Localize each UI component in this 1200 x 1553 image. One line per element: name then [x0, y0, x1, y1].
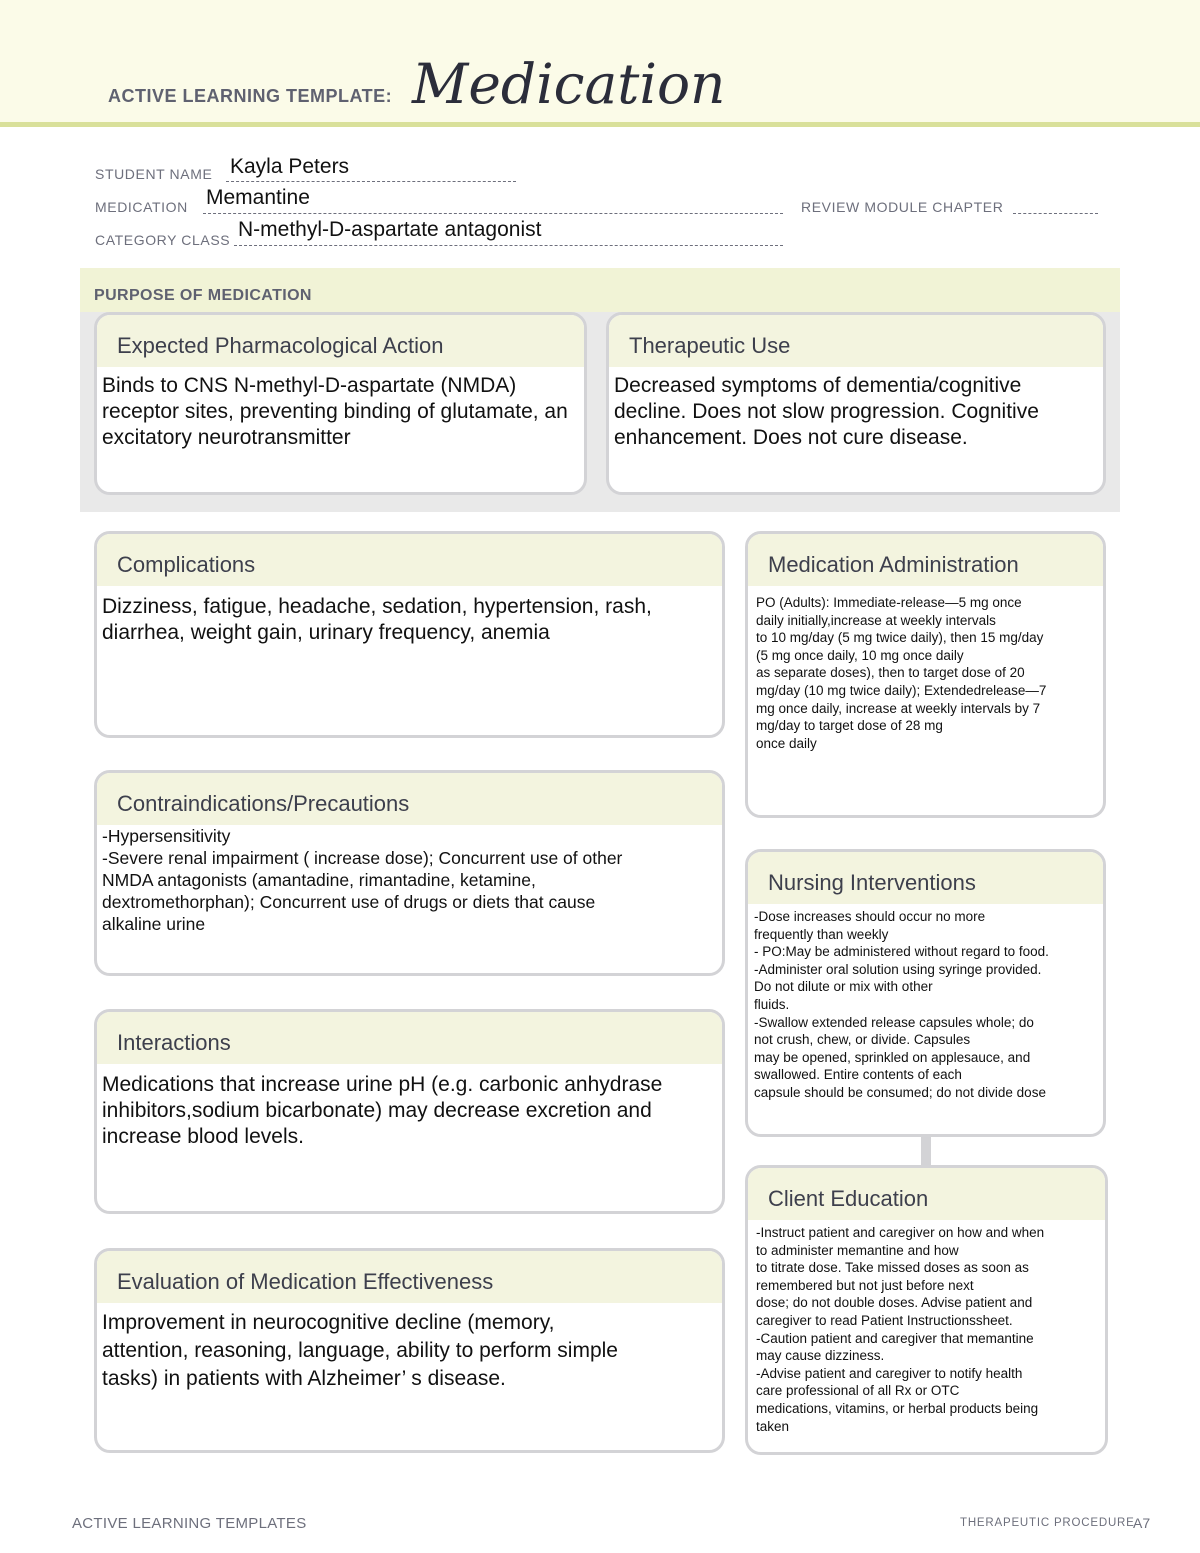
text-line: -Swallow extended release capsules whole; do — [754, 1014, 1034, 1030]
card-title: Evaluation of Medication Effectiveness — [97, 1251, 722, 1303]
text-line: mg/day (10 mg twice daily); Extendedrelease—7 — [756, 682, 1047, 698]
text-line: tasks) in patients with Alzheimer’ s disease. — [102, 1367, 506, 1390]
text-line: remembered but not just before next — [756, 1277, 974, 1293]
evaluation-card — [94, 1248, 725, 1453]
card-text — [748, 586, 1103, 752]
client-education-card — [745, 1165, 1108, 1455]
interactions-card — [94, 1009, 725, 1214]
pharmacological-action-card — [94, 312, 587, 495]
text-line: -Advise patient and caregiver to notify health — [756, 1365, 1023, 1381]
text-line: -Administer oral solution using syringe provided. — [754, 961, 1042, 977]
review-module-label: REVIEW MODULE CHAPTER — [801, 199, 1004, 215]
text-line: may be opened, sprinkled on applesauce, and — [754, 1049, 1031, 1065]
text-line: -Severe renal impairment ( increase dose); Concurrent use of other — [102, 848, 623, 868]
text-line: to titrate dose. Take missed doses as soon as — [756, 1260, 1029, 1276]
header-rule — [0, 122, 1200, 127]
card-title: Contraindications/Precautions — [97, 773, 722, 825]
card-title: Therapeutic Use — [609, 315, 1103, 367]
text-line: as separate doses), then to target dose of 20 — [756, 665, 1025, 681]
text-line: -Instruct patient and caregiver on how and when — [756, 1225, 1045, 1240]
text-line: mg/day to target dose of 28 mg — [756, 718, 943, 734]
card-text: Medications that increase urine pH (e.g. carbonic anhydrase inhibitors,sodium bicarbonate) may decrease excretion and increase blood levels. — [102, 1073, 663, 1148]
card-connector — [921, 1136, 931, 1166]
medication-line — [203, 212, 783, 214]
text-line: PO (Adults): Immediate-release—5 mg once — [756, 595, 1022, 610]
student-name-label: STUDENT NAME — [95, 166, 213, 182]
footer-right: THERAPEUTIC PROCEDURE — [960, 1517, 1135, 1529]
text-line: capsule should be consumed; do not divide dose — [754, 1084, 1046, 1100]
text-line: Do not dilute or mix with other — [754, 979, 933, 995]
student-name-line — [226, 180, 516, 182]
text-line: to 10 mg/day (5 mg twice daily), then 15 mg/day — [756, 630, 1044, 646]
student-name-value: Kayla Peters — [230, 155, 350, 178]
administration-card — [745, 531, 1106, 818]
card-text — [97, 1303, 722, 1393]
review-module-line — [1013, 212, 1098, 214]
medication-value: Memantine — [206, 186, 310, 209]
text-line: daily initially,increase at weekly intervals — [756, 612, 996, 628]
therapeutic-use-card — [606, 312, 1106, 495]
text-line: NMDA antagonists (amantadine, rimantadine, ketamine, — [102, 870, 536, 890]
text-line: Improvement in neurocognitive decline (memory, — [102, 1311, 555, 1334]
text-line: dose; do not double doses. Advise patient and — [756, 1295, 1033, 1311]
text-line: dextromethorphan); Concurrent use of drugs or diets that cause — [102, 892, 596, 912]
card-text: Dizziness, fatigue, headache, sedation, hypertension, rash, diarrhea, weight gain, urinary frequency, anemia — [102, 595, 652, 644]
card-title: Client Education — [748, 1168, 1105, 1220]
text-line: -Dose increases should occur no more — [754, 909, 986, 924]
text-line: fluids. — [754, 996, 790, 1012]
card-text — [97, 825, 722, 935]
text-line: -Hypersensitivity — [102, 826, 231, 846]
card-title: Interactions — [97, 1012, 722, 1064]
card-text: Binds to CNS N-methyl-D-aspartate (NMDA) receptor sites, preventing binding of glutamate, an excitatory neurotransmitter — [102, 374, 568, 449]
text-line: alkaline urine — [102, 914, 206, 934]
text-line: to administer memantine and how — [756, 1242, 959, 1258]
category-label: CATEGORY CLASS — [95, 232, 231, 248]
text-line: medications, vitamins, or herbal products being — [756, 1400, 1039, 1416]
purpose-label: PURPOSE OF MEDICATION — [94, 287, 312, 304]
card-title: Medication Administration — [748, 534, 1103, 586]
category-line — [234, 244, 783, 246]
text-line: frequently than weekly — [754, 926, 889, 942]
text-line: attention, reasoning, language, ability to perform simple — [102, 1339, 618, 1362]
text-line: once daily — [756, 735, 817, 751]
card-text: Decreased symptoms of dementia/cognitive decline. Does not slow progression. Cognitive enhancement. Does not cure disease. — [614, 374, 1039, 449]
medication-label: MEDICATION — [95, 199, 188, 215]
text-line: care professional of all Rx or OTC — [756, 1383, 960, 1399]
text-line: mg once daily, increase at weekly intervals by 7 — [756, 700, 1041, 716]
text-line: - PO:May be administered without regard to food. — [754, 944, 1049, 960]
text-line: may cause dizziness. — [756, 1348, 885, 1364]
footer-left: ACTIVE LEARNING TEMPLATES — [72, 1515, 307, 1532]
complications-card — [94, 531, 725, 738]
card-text — [748, 1220, 1105, 1435]
nursing-interventions-card — [745, 849, 1106, 1137]
card-text — [748, 904, 1103, 1102]
text-line: swallowed. Entire contents of each — [754, 1067, 962, 1083]
page-title: Medication — [412, 52, 726, 116]
template-label: ACTIVE LEARNING TEMPLATE: — [108, 86, 393, 106]
text-line: not crush, chew, or divide. Capsules — [754, 1032, 971, 1048]
category-value: N-methyl-D-aspartate antagonist — [238, 218, 542, 241]
contraindications-card — [94, 770, 725, 976]
card-title: Complications — [97, 534, 722, 586]
card-title: Nursing Interventions — [748, 852, 1103, 904]
text-line: taken — [756, 1418, 790, 1434]
text-line: -Caution patient and caregiver that memantine — [756, 1330, 1034, 1346]
card-title: Expected Pharmacological Action — [97, 315, 584, 367]
page-number: A7 — [1133, 1515, 1151, 1531]
text-line: (5 mg once daily, 10 mg once daily — [756, 647, 964, 663]
text-line: caregiver to read Patient Instructionssheet. — [756, 1312, 1013, 1328]
